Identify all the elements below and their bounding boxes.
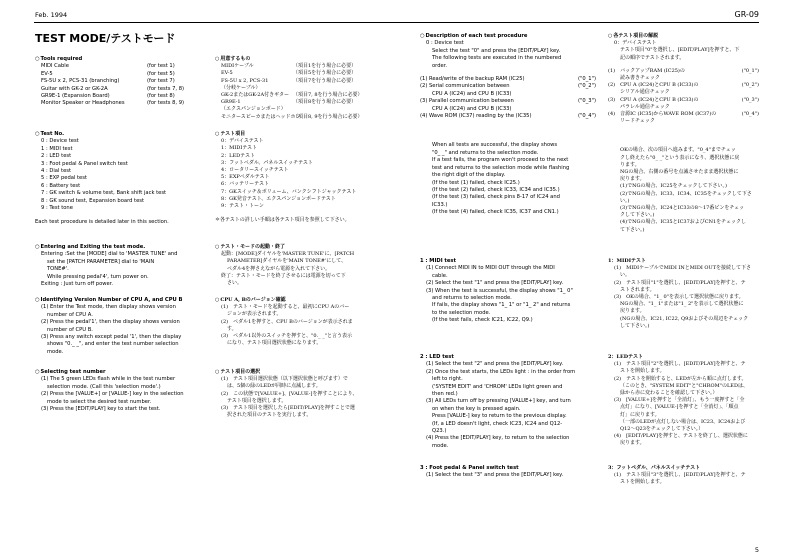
result-line: (If the test (3) failed, check pins 8-17 of IC24 and [432,194,560,201]
text-line: ('SYSTEM EDIT' and 'CHROM' LEDs light green and [432,383,563,390]
midi-test-section [420,258,600,325]
text-line: (2) テストを開始すると、LEDが左から順に点灯します。 [614,375,747,382]
text-line: If fails, the display shows "1_ 1" or "1_ 2" and returns [432,302,571,309]
text-line: mode to select the desired test number. [47,398,152,405]
tool-note: (for test 7) [147,78,175,85]
tool-name: MIDI Cable [41,63,69,70]
tool-row [215,85,390,92]
text-line: selection mode. (Call this 'selection mode'.) [47,383,161,390]
text-line: ジョンが表示されます。 [227,311,282,318]
text-line: (3) テスト項目を選択したら[EDIT/PLAY]を押すことで選 [221,405,355,412]
section-heading: ○ Selecting test number [35,369,210,376]
text-line: い。 [620,272,631,279]
item-text: パラレル通信チェック [620,103,670,110]
header-date: Feb. 1994 [35,11,68,19]
tool-name: EV-5 [41,70,53,77]
text-line: number of CPU B. [47,326,93,333]
text-line: （このとき、"SYSTEM EDIT"と"CHROM"のLEDは、 [620,382,748,389]
item-code: ("0_2") [577,83,596,90]
item-code: ("0_4") [577,113,596,120]
test-item: 6 : Battery test [41,182,81,189]
result-line: (3)でNGの場合、IC24とIC33の8〜17番ピンをチェッ [620,205,745,212]
test-item: 7 : GK switch & volume test, Bank shift jack test [41,190,167,197]
tool-note: （項目7, 8を行う場合に必要） [293,92,363,99]
tool-row [215,99,390,106]
test-item: 8 : GK sound test, Expansion board test [41,197,145,204]
text-line: ストされます。 [620,286,655,293]
test-item: 3：フットペダル、パネルスイッチテスト [221,159,313,166]
item-code: ("0_3") [741,96,759,103]
text-line: して下さい。) [620,322,650,329]
tool-note: (for tests 7, 8) [147,85,185,92]
tool-row [35,100,210,107]
tool-name: Guitar with GK-2 or GK-2A [41,85,108,92]
test-item: 2 : LED test [41,153,72,160]
text-line: 終了：テスト・モードを終了させるには電源を切って下 [221,272,346,279]
result-line: ります。 [620,161,640,168]
tool-name: FS-5U x 2, PCS-31 [221,77,269,84]
text-line: Press [VALUE-] key to return to the previous display. [432,413,567,420]
item-text: (2) CPU A (IC24)とCPU B (IC33)の [608,82,699,89]
text-line: 記の順序でテストされます。 [620,54,685,61]
text-line: (1) テスト項目選択状態（以下選択状態と呼びます）で [221,376,348,383]
description-item [608,68,763,75]
tools-section [35,56,210,108]
tool-note: （項目7を行う場合に必要） [293,77,357,84]
tool-row [35,93,210,100]
result-line: て下さい。) [620,226,645,233]
text-line: Q12〜Q23をチェックして下さい。） [620,426,704,433]
text-line: order. [432,62,448,69]
text-line: 1 : MIDI test [420,258,456,264]
text-line: NGの場合、"1_ 1"または"1_ 2"を表示して選択状態に [620,301,744,308]
text-line: (1) Connect MIDI IN to MIDI OUT through the MIDI [426,265,555,272]
text-line: テスト項目を選択します。 [227,397,287,404]
result-line: (4)でNGの場合、IC35とIC37およびCN1をチェックし [620,219,747,226]
text-line: (2) Select the test "1" and press the [EDIT/PLAY] key. [426,280,564,287]
test-item: 5 : EXP pedal test [41,175,87,182]
description-item [420,113,600,120]
text-line: (4) Press the [EDIT/PLAY] key, to return to the selection [426,435,570,442]
result-line: IC33.) [432,201,448,208]
text-line: (NGの場合、IC21, IC22, Q9およびその周辺をチェック [620,315,749,322]
led-test-jp-section [608,354,763,448]
enter-exit-jp-section [215,244,390,287]
test-item: 9 : Test tone [41,205,73,212]
item-text: リードチェック [620,118,655,125]
text-line: (4) [EDIT/PLAY]を押すと、テストを終了し、選択状態に [614,433,748,440]
result-line: 戻ります。 [620,176,645,183]
select-section [35,369,210,413]
item-text: CPU A (IC24) and CPU B (IC33) [432,105,512,112]
test-item: 4 : Dial test [41,168,72,175]
tool-row [215,70,390,77]
test-item: 3 : Foot pedal & Panel switch test [41,160,128,167]
result-line: NGの場合、右側の番号を点滅させたまま選択状態に [620,169,739,176]
section-heading: ○ 用意するもの [215,56,390,63]
tool-note: (for test 5) [147,70,175,77]
text-line: 戻ります。 [620,308,645,315]
note: Each test procedure is detailed later in this section. [35,219,169,226]
item-text: (1) Read/write of the backup RAM (IC25) [420,76,525,83]
tool-name: Monitor Speaker or Headphones [41,100,125,107]
item-text: (2) Serial communication between [420,83,510,90]
item-text: (4) 音源IC (IC35)からWAVE ROM (IC37)の [608,111,717,118]
description-item [608,89,763,96]
text-line: Entering :Set the [MODE] dial to 'MASTER TUNE' and [41,251,178,258]
text-line: (2) Press the [VALUE+] or [VALUE-] key in the selection [41,391,184,398]
test-item: 1：MIDIテスト [221,145,258,152]
text-line: shows "0._ _", and enter the test number selection [47,341,179,348]
item-code: ("0_1") [741,67,759,74]
description-item [608,104,763,111]
text-line: Exiting : Just turn off power. [41,281,113,288]
section-heading: ○ Tools required [35,56,210,63]
text-line: 0：デバイステスト [614,40,657,47]
description-item [420,106,600,113]
tool-note: （項目8を行う場合に必要） [293,99,357,106]
text-line: (If the test fails, check IC21, IC22, Q9.) [432,317,533,324]
text-line: (2) ペダル1を押すと、CPU Bのバージョンが表示されま [221,318,353,325]
text-line: は、5個の緑のLEDが同時に点滅します。 [227,383,321,390]
tool-row [35,86,210,93]
item-text: シリアル通信チェック [620,89,670,96]
text-line: （一部のLEDが点灯しない場合は、IC23、IC24および [620,418,746,425]
result-line: い。) [620,197,630,204]
tool-name: GR9E-1 (Expansion Board) [41,93,110,100]
text-line: mode. [432,442,449,449]
text-line: (3) ペダル1以外のスイッチを押すと、"0._ _"と言う表示 [221,333,353,340]
description-jp-section [608,33,763,234]
text-line: While pressing pedal'4', turn power on. [47,273,149,280]
version-section [35,297,210,356]
test-item: 8：GK発音テスト、エクスパンジョンボードテスト [221,195,336,202]
text-line: ストを開始します。 [620,479,665,486]
tool-name: EV-5 [221,70,233,77]
text-line: PARAMETER]ダイヤルを'MAIN TONE#'にして、 [227,258,347,265]
tool-name: （分岐ケーブル） [221,84,261,91]
text-line: 1：MIDIテスト [608,258,646,264]
tool-row [215,78,390,85]
description-item [608,97,763,104]
section-heading: ○ 各テスト項目の解説 [608,33,763,40]
section-heading: ○ Test No. [35,131,210,138]
item-text: (3) CPU A (IC24)とCPU B (IC33)の [608,96,699,103]
text-line: になり、テスト項目選択状態になります。 [227,340,322,347]
test-item: 0：デバイステスト [221,138,264,145]
enter-exit-section [35,244,210,288]
text-line: on when the key is pressed again. [432,405,521,412]
tool-name: GK-2またはGK-2A付きギター [221,92,290,99]
description-item [420,91,600,98]
text-line: mode. [47,348,64,355]
test-item: 1 : MIDI test [41,145,73,152]
text-line: 灯」に戻ります。 [620,411,660,418]
item-code: ("0_1") [577,76,596,83]
tool-row [35,63,210,70]
test-item: 4：ロータリースイッチテスト [221,167,289,174]
result-line: "0_ _" and returns to the selection mode. [432,149,539,156]
text-line: number of CPU A. [47,311,93,318]
result-line: (If the test (1) failed, check IC25.) [432,179,520,186]
text-line: 点灯」になり、[VALUE-]を押すと「全消灯」、「順点 [620,404,739,411]
result-line: test and returns to the selection mode while flashing [432,164,570,171]
text-line: then red.) [432,391,458,398]
result-line: クして下さい。) [620,212,655,219]
tool-row [35,78,210,85]
text-line: (2) この状態で[VALUE+]、[VALUE-]を押すことにより、 [221,390,358,397]
text-line: (3) OKの場合、"1_ 0"を表示して選択状態に戻ります。 [614,294,744,301]
description-item [608,118,763,125]
section-heading: ○ テスト項目の選択 [215,369,390,376]
result-line: (2)でNGの場合、IC33、IC34、IC35をチェックして下さ [620,190,752,197]
result-line: (If the test (4) failed, check IC35, IC37 and CN1.) [432,209,559,216]
text-line: (3) [VALUE+]を押すと「全消灯」、もう一度押すと「全 [614,397,745,404]
test-item: 2：LEDテスト [221,152,255,159]
header-code: GR-09 [734,10,759,19]
page-number: 5 [754,546,759,554]
text-line: cable. [432,272,448,279]
text-line: Select the test "0" and press the [EDIT/PLAY] key. [432,47,561,54]
tool-row [215,106,390,113]
text-line: 緑から赤に変わることを確認して下さい。） [620,390,718,397]
test-list-jp-section [215,131,390,224]
tool-name: FS-5U x 2, PCS-31 (branching) [41,78,120,85]
header-rule [34,22,759,23]
text-line: 2：LEDテスト [608,354,643,360]
text-line: (2) Press the pedal'1', then the display shows version [41,319,180,326]
text-line: (1) Enter the Test mode, then display shows version [41,304,176,311]
item-code: ("0_4") [741,111,759,118]
item-code: ("0_2") [741,82,759,89]
text-line: (2) Once the test starts, the LEDs light : in the order from [426,368,576,375]
text-line: TONE#'. [47,266,69,273]
section-heading: ○ CPU A, Bのバージョン確認 [215,297,390,304]
tool-note: （項目5を行う場合に必要） [293,70,357,77]
test-item: 9：テスト・トーン [221,203,264,210]
midi-test-jp-section [608,258,763,330]
text-line: (1) テスト・モードを起動すると、最初にCPU Aのバー [221,304,350,311]
item-text: (3) Parallel communication between [420,98,514,105]
tool-note: (for test 8) [147,93,175,100]
section-heading: ○ テスト項目 [215,131,390,138]
tool-note: （項目1を行う場合に必要） [293,63,357,70]
text-line: The following tests are executed in the numbered [432,55,562,62]
section-heading: ○ Entering and Exiting the test mode. [35,244,210,251]
result-line: クし終えたら"0_ _"という表示になり、選択状態に戻 [620,154,740,161]
tool-name: MIDIケーブル [221,63,254,70]
text-line: 0 : Device test [426,40,464,47]
item-text: (4) Wave ROM (IC37) reading by the (IC35) [420,113,532,120]
test-item: 7：GKスイッチ＆ボリューム、バンクシフトジャックテスト [221,188,357,195]
text-line: (3) Press the [EDIT/PLAY] key to start the test. [41,406,161,413]
result-line: If a test fails, the program won't proceed to the next [432,157,569,164]
result-line: (1)でNGの場合、IC25をチェックして下さい。) [620,183,727,190]
test-item: 6：バッテリーテスト [221,181,269,188]
description-item [420,98,600,105]
text-line: ストを開始します。 [620,368,665,375]
item-code: ("0_3") [577,98,596,105]
section-heading: ○ Description of each test procedure [420,33,600,40]
select-jp-section [215,369,390,419]
text-line: to the selection mode. [432,309,491,316]
description-section [420,33,600,217]
section-heading: ○ Identifying Version Number of CPU A, and CPU B [35,297,210,304]
text-line: (3) All LEDs turn off by pressing [VALUE+] key, and turn [426,398,571,405]
text-line: (1) テスト項目"3"を選択し、[EDIT/PLAY]を押すと、テ [614,472,746,479]
text-line: (3) When the test is successful, the display shows "1_ 0" [426,287,573,294]
description-item [420,76,600,83]
tool-note: (for tests 8, 9) [147,100,185,107]
description-item [608,111,763,118]
tool-name: GR9E-1 [221,99,241,106]
text-line: (1) Select the test "3" and press the [EDIT/PLAY] key. [426,472,564,479]
tools-jp-section [215,56,390,121]
text-line: Q23.) [432,428,447,435]
text-line: 起動：[MODE]ダイヤルを'MASTER TUNE'に、[PATCH [221,251,355,258]
item-text: 読み書きチェック [620,75,660,82]
version-jp-section [215,297,390,347]
item-text: (1) バックアップRAM (IC25)の [608,67,685,74]
item-text: CPU A (IC24) and CPU B (IC33) [432,90,512,97]
text-line: (2) テスト項目"1"を選択し、[EDIT/PLAY]を押すと、テ [614,279,746,286]
text-line: and returns to selection mode. [432,295,512,302]
test-list-section [35,131,210,227]
tool-name: （エクスパンジョンボード） [221,106,286,113]
text-line: 3 : Foot pedal & Panel switch test [420,465,519,471]
text-line: 2 : LED test [420,354,454,360]
section-heading: ○ テスト・モードの起動・終了 [215,244,390,251]
description-item [420,83,600,90]
tool-row [35,71,210,78]
text-line: さい。 [227,280,243,287]
text-line: (1) Select the test "2" and press the [EDIT/PLAY] key. [426,361,564,368]
page-title: TEST MODE/テストモード [35,32,176,45]
text-line: す。 [227,325,237,332]
text-line: set the [PATCH PARAMETER] dial to 'MAIN [47,258,155,265]
text-line: left to right. [432,376,463,383]
text-line: 択された項目のテストを実行します。 [227,412,312,419]
result-line: When all tests are successful, the display shows [432,142,558,149]
note: ＊各テストの詳しい手順は各テスト項目を参照して下さい。 [215,217,350,224]
foot-pedal-section [420,465,600,480]
text-line: (1) MIDIケーブルでMIDI INとMIDI OUTを接続して下さ [614,265,752,272]
text-line: テスト項目"0"を選択し、[EDIT/PLAY]を押すと、下 [620,47,740,54]
text-line: (1) The 5 green LEDs flash while in the test number [41,376,176,383]
text-line: (If, a LED doesn't light, check IC23, IC24 and Q12- [432,420,563,427]
text-line: ペダル4を押さえながら電源を入れて下さい。 [227,265,331,272]
tool-note: （項目8, 9を行う場合に必要） [293,113,363,120]
result-line: OKの場合、次の項目へ進みます。"0_4"までチェッ [620,147,736,154]
tool-name: モニタースピーカまたはヘッドホン [221,113,301,120]
foot-pedal-jp-section [608,465,763,487]
test-item: 0 : Device test [41,138,79,145]
result-line: (If the test (2) failed, check IC33, IC34 and IC35.) [432,186,560,193]
tool-note: (for test 1) [147,63,175,70]
result-line: the right digit of the display. [432,172,506,179]
text-line: (3) Press any switch except pedal '1', then the display [41,334,182,341]
test-item: 5：EXPペダルテスト [221,174,270,181]
led-test-section [420,354,600,450]
text-line: 3：フットペダル、パネルスイッチテスト [608,465,701,471]
tool-row [215,114,390,121]
text-line: 戻ります。 [620,440,645,447]
text-line: (1) テスト項目"2"を選択し、[EDIT/PLAY]を押すと、テ [614,361,746,368]
